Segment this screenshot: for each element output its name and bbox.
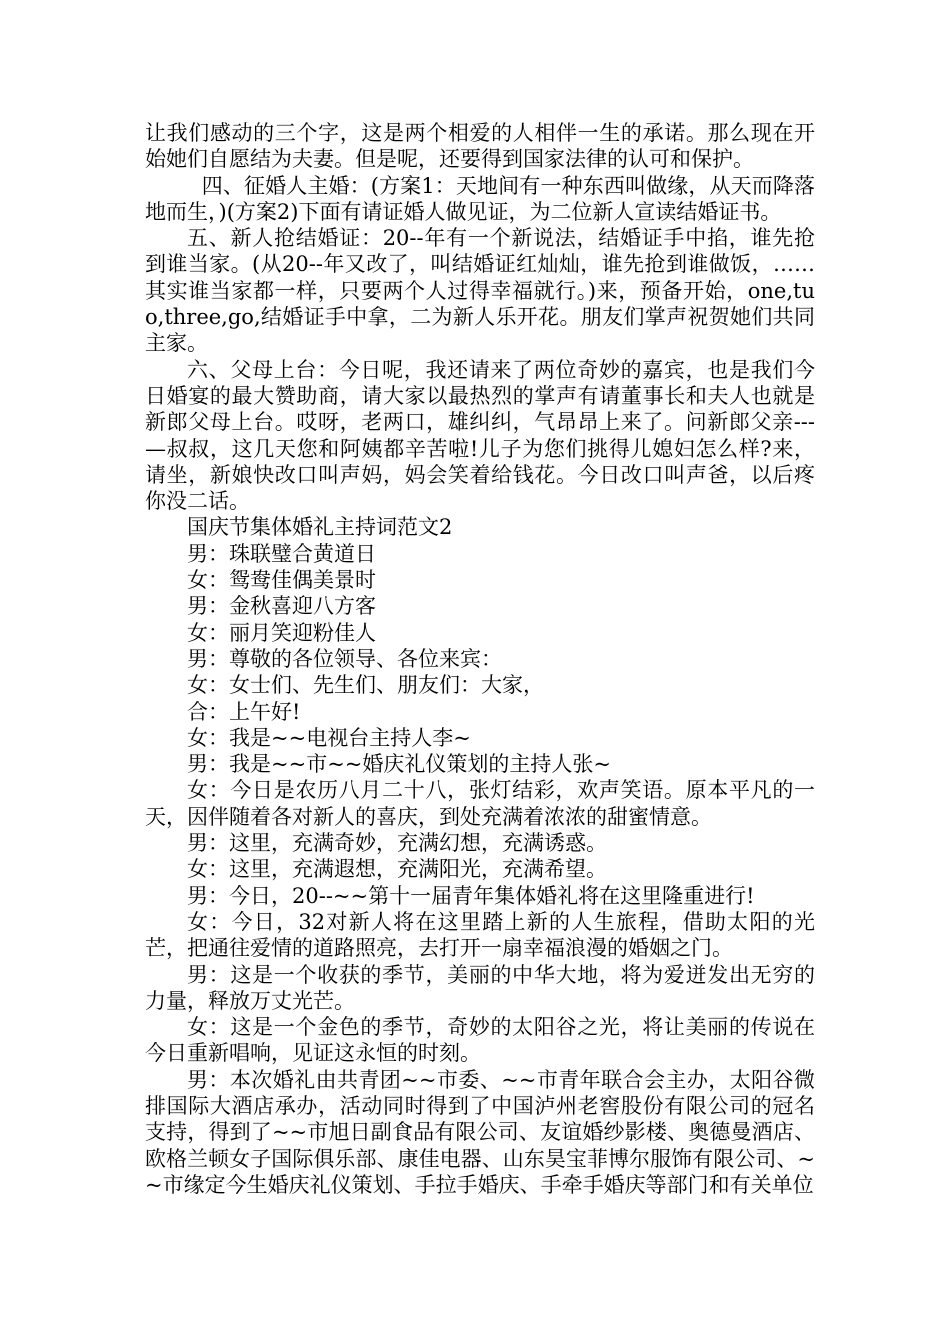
paragraph-section-six: 六、父母上台：今日呢，我还请来了两位奇妙的嘉宾，也是我们今日婚宴的最大赞助商，请大家以最热烈的掌声有请董事长和夫人也就是新郎父母上台。哎呀，老两口，雄纠纠，气昂昂上来了。问新郎父亲---—叔叔，这几天您和阿姨都辛苦啦!儿子为您们挑得儿媳妇怎么样?来，请坐，新娘快改口叫声妈，妈会笑着给钱花。今日改口叫声爸，以后疼你没二话。	[145, 357, 815, 514]
dialogue-line: 女：女士们、先生们、朋友们：大家，	[187, 673, 544, 698]
dialogue-line: 女：这是一个金色的季节，奇妙的太阳谷之光，将让美丽的传说在今日重新唱响，见证这永恒的时刻。	[145, 1015, 815, 1066]
dialogue-line: 女：我是~~电视台主持人李~	[187, 725, 471, 750]
dialogue-line: 女：这里，充满遐想，充满阳光，充满希望。	[187, 857, 607, 882]
dialogue-line: 女：今日，32对新人将在这里踏上新的人生旅程，借助太阳的光芒，把通往爱情的道路照亮，去打开一扇幸福浪漫的婚姻之门。	[145, 909, 815, 961]
dialogue-line: 男：这里，充满奇妙，充满幻想，充满诱惑。	[187, 831, 607, 856]
dialogue-line: 男：今日，20--~~第十一届青年集体婚礼将在这里隆重进行!	[187, 883, 755, 908]
paragraph: 让我们感动的三个字，这是两个相爱的人相伴一生的承诺。那么现在开始她们自愿结为夫妻。但是呢，还要得到国家法律的认可和保护。	[145, 121, 815, 172]
paragraph-section-four: 四、征婚人主婚：(方案1：天地间有一种东西叫做缘，从天而降落地而生，)(方案2)下面有请证婚人做见证，为二位新人宣读结婚证书。	[145, 173, 815, 224]
dialogue-line: 合：上午好!	[187, 699, 301, 724]
dialogue-line: 女：鸳鸯佳偶美景时	[187, 568, 376, 593]
dialogue-line: 女：今日是农历八月二十八，张灯结彩，欢声笑语。原本平凡的一天，因伴随着各对新人的喜庆，到处充满着浓浓的甜蜜情意。	[145, 778, 815, 829]
dialogue-line: 男：尊敬的各位领导、各位来宾：	[187, 646, 502, 671]
dialogue-line: 男：金秋喜迎八方客	[187, 594, 376, 619]
paragraph-section-five: 五、新人抢结婚证：20--年有一个新说法，结婚证手中掐，谁先抢到谁当家。(从20--年又改了，叫结婚证红灿灿，谁先抢到谁做饭，……其实谁当家都一样，只要两个人过得幸福就行。)来，预备开始，one,tuo,three,go,结婚证手中拿，二为新人乐开花。朋友们掌声祝贺她们共同主家。	[145, 226, 815, 356]
section-heading: 国庆节集体婚礼主持词范文2	[187, 515, 453, 540]
dialogue-line: 女：丽月笑迎粉佳人	[187, 620, 376, 645]
dialogue-line: 男：这是一个收获的季节，美丽的中华大地，将为爱迸发出无穷的力量，释放万丈光芒。	[145, 962, 815, 1013]
dialogue-line: 男：我是~~市~~婚庆礼仪策划的主持人张~	[187, 752, 611, 777]
dialogue-line: 男：珠联璧合黄道日	[187, 541, 376, 566]
document-body	[145, 120, 815, 1198]
dialogue-line: 男：本次婚礼由共青团~~市委、~~市青年联合会主办，太阳谷微排国际大酒店承办，活动同时得到了中国泸州老窖股份有限公司的冠名支持，得到了~~市旭日副食品有限公司、友谊婚纱影楼、奥德曼酒店、欧格兰顿女子国际俱乐部、康佳电器、山东昊宝菲博尔服饰有限公司、~~市缘定今生婚庆礼仪策划、手拉手婚庆、手牵手婚庆等部门和有关单位	[145, 1067, 815, 1197]
